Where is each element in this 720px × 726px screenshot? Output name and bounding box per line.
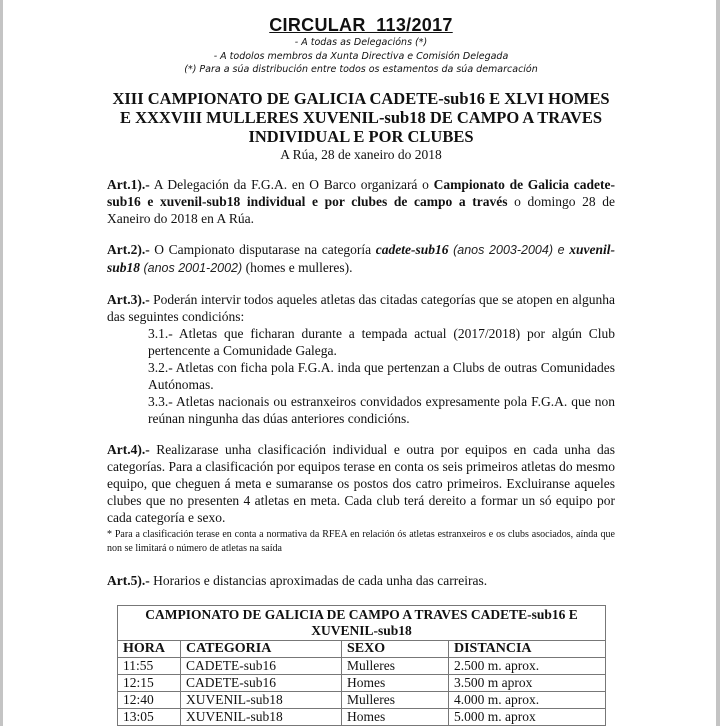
article-label: Art.4).- — [107, 441, 150, 457]
cell-distancia: 3.500 m aprox — [449, 674, 606, 691]
article-label: Art.1).- — [107, 176, 150, 192]
page-edge-left — [0, 0, 3, 726]
article-text: Horarios e distancias aproximadas de cada unha das carreiras. — [149, 572, 488, 588]
recipient-line: - A todolos membros da Xunta Directiva e Comisión Delegada — [213, 50, 509, 62]
table-caption: CAMPIONATO DE GALICIA DE CAMPO A TRAVES CADETE-sub16 E XUVENIL-sub18 — [118, 605, 606, 640]
article-text: A Delegación da F.G.A. en O Barco organizará o — [149, 176, 434, 192]
table-row — [118, 657, 606, 674]
condition-item: 3.3.- Atletas nacionais ou estranxeiros convidados expresamente pola F.G.A. que non reúnan ningunha das dúas anteriores condicións. — [148, 393, 615, 426]
article-text: Poderán intervir todos aqueles atletas das citadas categorías que se atopen en algunha das seguintes condicións: — [107, 291, 615, 324]
schedule-table — [117, 605, 606, 726]
conjunction: e — [557, 242, 570, 257]
article-text: o domingo 28 de Xaneiro do 2018 en A Rúa. — [107, 193, 615, 226]
table-row — [118, 691, 606, 708]
cell-sexo: Homes — [342, 708, 449, 725]
cell-distancia: 2.500 m. aprox. — [449, 657, 606, 674]
article-bold-text: Campionato de Galicia cadete-sub16 e xuvenil-sub18 individual e por clubes de campo a través — [107, 176, 615, 209]
place-date: A Rúa, 28 de xaneiro do 2018 — [280, 146, 442, 162]
condition-item: 3.2.- Atletas con ficha pola F.G.A. inda que pertenzan a Clubs de outras Comunidades Autónomas. — [148, 359, 615, 392]
header-sexo: SEXO — [342, 640, 449, 657]
article-text: (homes e mulleres). — [245, 259, 353, 275]
cell-categoria: CADETE-sub16 — [181, 657, 342, 674]
article-2 — [107, 241, 615, 277]
cell-sexo: Homes — [342, 674, 449, 691]
cell-hora: 12:15 — [118, 674, 181, 691]
header-categoria: CATEGORIA — [181, 640, 342, 657]
scrollbar[interactable] — [716, 0, 720, 726]
condition-item: 3.1.- Atletas que ficharan durante a tempada actual (2017/2018) por algún Club pertencente a Comunidade Galega. — [148, 325, 615, 358]
years-xuvenil: (anos 2001-2002) — [140, 260, 246, 275]
cell-categoria: CADETE-sub16 — [181, 674, 342, 691]
cell-sexo: Mulleres — [342, 691, 449, 708]
cell-distancia: 4.000 m. aprox. — [449, 691, 606, 708]
table-row — [118, 674, 606, 691]
article-1 — [107, 176, 615, 227]
distribution-note: (*) Para a súa distribución entre todos os estamentos da súa demarcación — [184, 64, 538, 75]
article-4 — [107, 441, 615, 556]
article-text: Realizarase unha clasificación individual e outra por equipos en cada unha das categorías. Para a clasificación por equipos terase en conta os seis primeiros atletas do mesmo equipo, que cheguen á meta e sumaranse os postos dos catro primeiros. Excluiranse aqueles clubes que no presenten 4 atletas en meta. Cada club terá dereito a formar un só equipo por cada categoría e sexo. — [107, 441, 615, 525]
table-header-row — [118, 640, 606, 657]
category-cadete: cadete-sub16 — [375, 241, 449, 257]
cell-categoria: XUVENIL-sub18 — [181, 691, 342, 708]
article-label: Art.5).- — [107, 572, 150, 588]
event-title-block — [107, 89, 615, 163]
cell-hora: 12:40 — [118, 691, 181, 708]
cell-categoria: XUVENIL-sub18 — [181, 708, 342, 725]
article-3 — [107, 291, 615, 427]
document-page — [107, 14, 615, 726]
years-cadete: (anos 2003-2004) — [448, 242, 558, 257]
event-title: XIII CAMPIONATO DE GALICIA CADETE-sub16 E XLVI HOMES E XXXVIII MULLERES XUVENIL-sub18 DE CAMPO A TRAVES INDIVIDUAL E POR CLUBES — [112, 88, 610, 146]
article-5 — [107, 572, 615, 589]
article-text: O Campionato disputarase na categoría — [149, 241, 376, 257]
cell-hora: 11:55 — [118, 657, 181, 674]
circular-title: CIRCULAR 113/2017 — [269, 15, 453, 35]
cell-distancia: 5.000 m. aprox — [449, 708, 606, 725]
table-row — [118, 708, 606, 725]
footnote: * Para a clasificación terase en conta a normativa da RFEA en relación ós atletas estranxeiros e os clubs asociados, aínda que non se limitará o número de atletas na saída — [107, 528, 615, 554]
cell-sexo: Mulleres — [342, 657, 449, 674]
article-label: Art.2).- — [107, 241, 150, 257]
category-xuvenil: xuvenil-sub18 — [107, 241, 615, 275]
cell-hora: 13:05 — [118, 708, 181, 725]
circular-header — [107, 14, 615, 77]
recipient-line: - A todas as Delegacións (*) — [294, 37, 428, 48]
header-hora: HORA — [118, 640, 181, 657]
article-label: Art.3).- — [107, 291, 150, 307]
table-caption-row — [118, 605, 606, 640]
header-distancia: DISTANCIA — [449, 640, 606, 657]
